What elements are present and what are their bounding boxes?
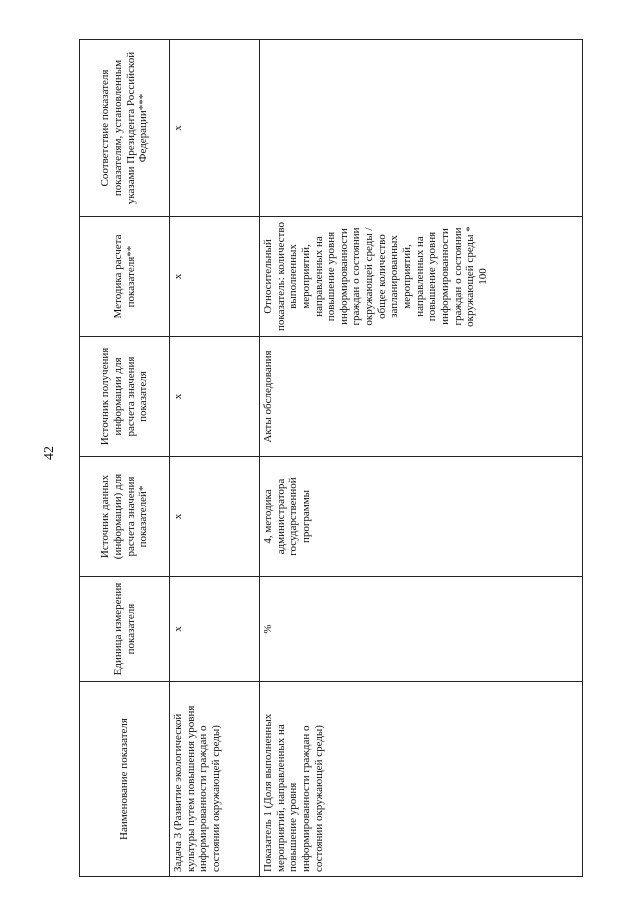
header-info-source: Источник получения информации для расчета значения показателя — [80, 337, 170, 457]
cell-info-source: Акты обследования — [260, 337, 583, 457]
cell-name: Задача 3 (Развитие экологической культуры путем повышения уровня информированности граждан о состоянии окружающей среды) — [170, 682, 260, 877]
table-header-row — [80, 40, 170, 877]
header-unit: Единица измерения показателя — [80, 577, 170, 682]
indicator-table — [79, 39, 583, 877]
cell-decrees: x — [170, 40, 260, 217]
indicator-table-container — [79, 40, 583, 877]
cell-name: Показатель 1 (Доля выполненных мероприятий, направленных на повышение уровня информированности граждан о состоянии окружающей среды) — [260, 682, 583, 877]
cell-decrees — [260, 40, 583, 217]
header-decrees: Соответствие показателя показателям, установленным указами Президента Российской Федерации*** — [80, 40, 170, 217]
cell-method: Относительный показатель: количество выполненных мероприятий, направленных на повышение уровня информированности граждан о состоянии окружающей среды / общее количество запланированных мероприятий, направленных на повышение уровня информированности граждан о состоянии окружающей среды * 100 — [260, 217, 583, 337]
cell-method: x — [170, 217, 260, 337]
cell-data-source: 4, методика администратора государственной программы — [260, 457, 583, 577]
cell-info-source: x — [170, 337, 260, 457]
cell-unit: % — [260, 577, 583, 682]
table-row — [170, 40, 260, 877]
header-indicator-name: Наименование показателя — [80, 682, 170, 877]
table-row — [260, 40, 583, 877]
header-data-source: Источник данных (информации) для расчета значения показателей* — [80, 457, 170, 577]
cell-unit: x — [170, 577, 260, 682]
cell-data-source: x — [170, 457, 260, 577]
header-method: Методика расчета показателя** — [80, 217, 170, 337]
page-number: 42 — [42, 446, 57, 460]
